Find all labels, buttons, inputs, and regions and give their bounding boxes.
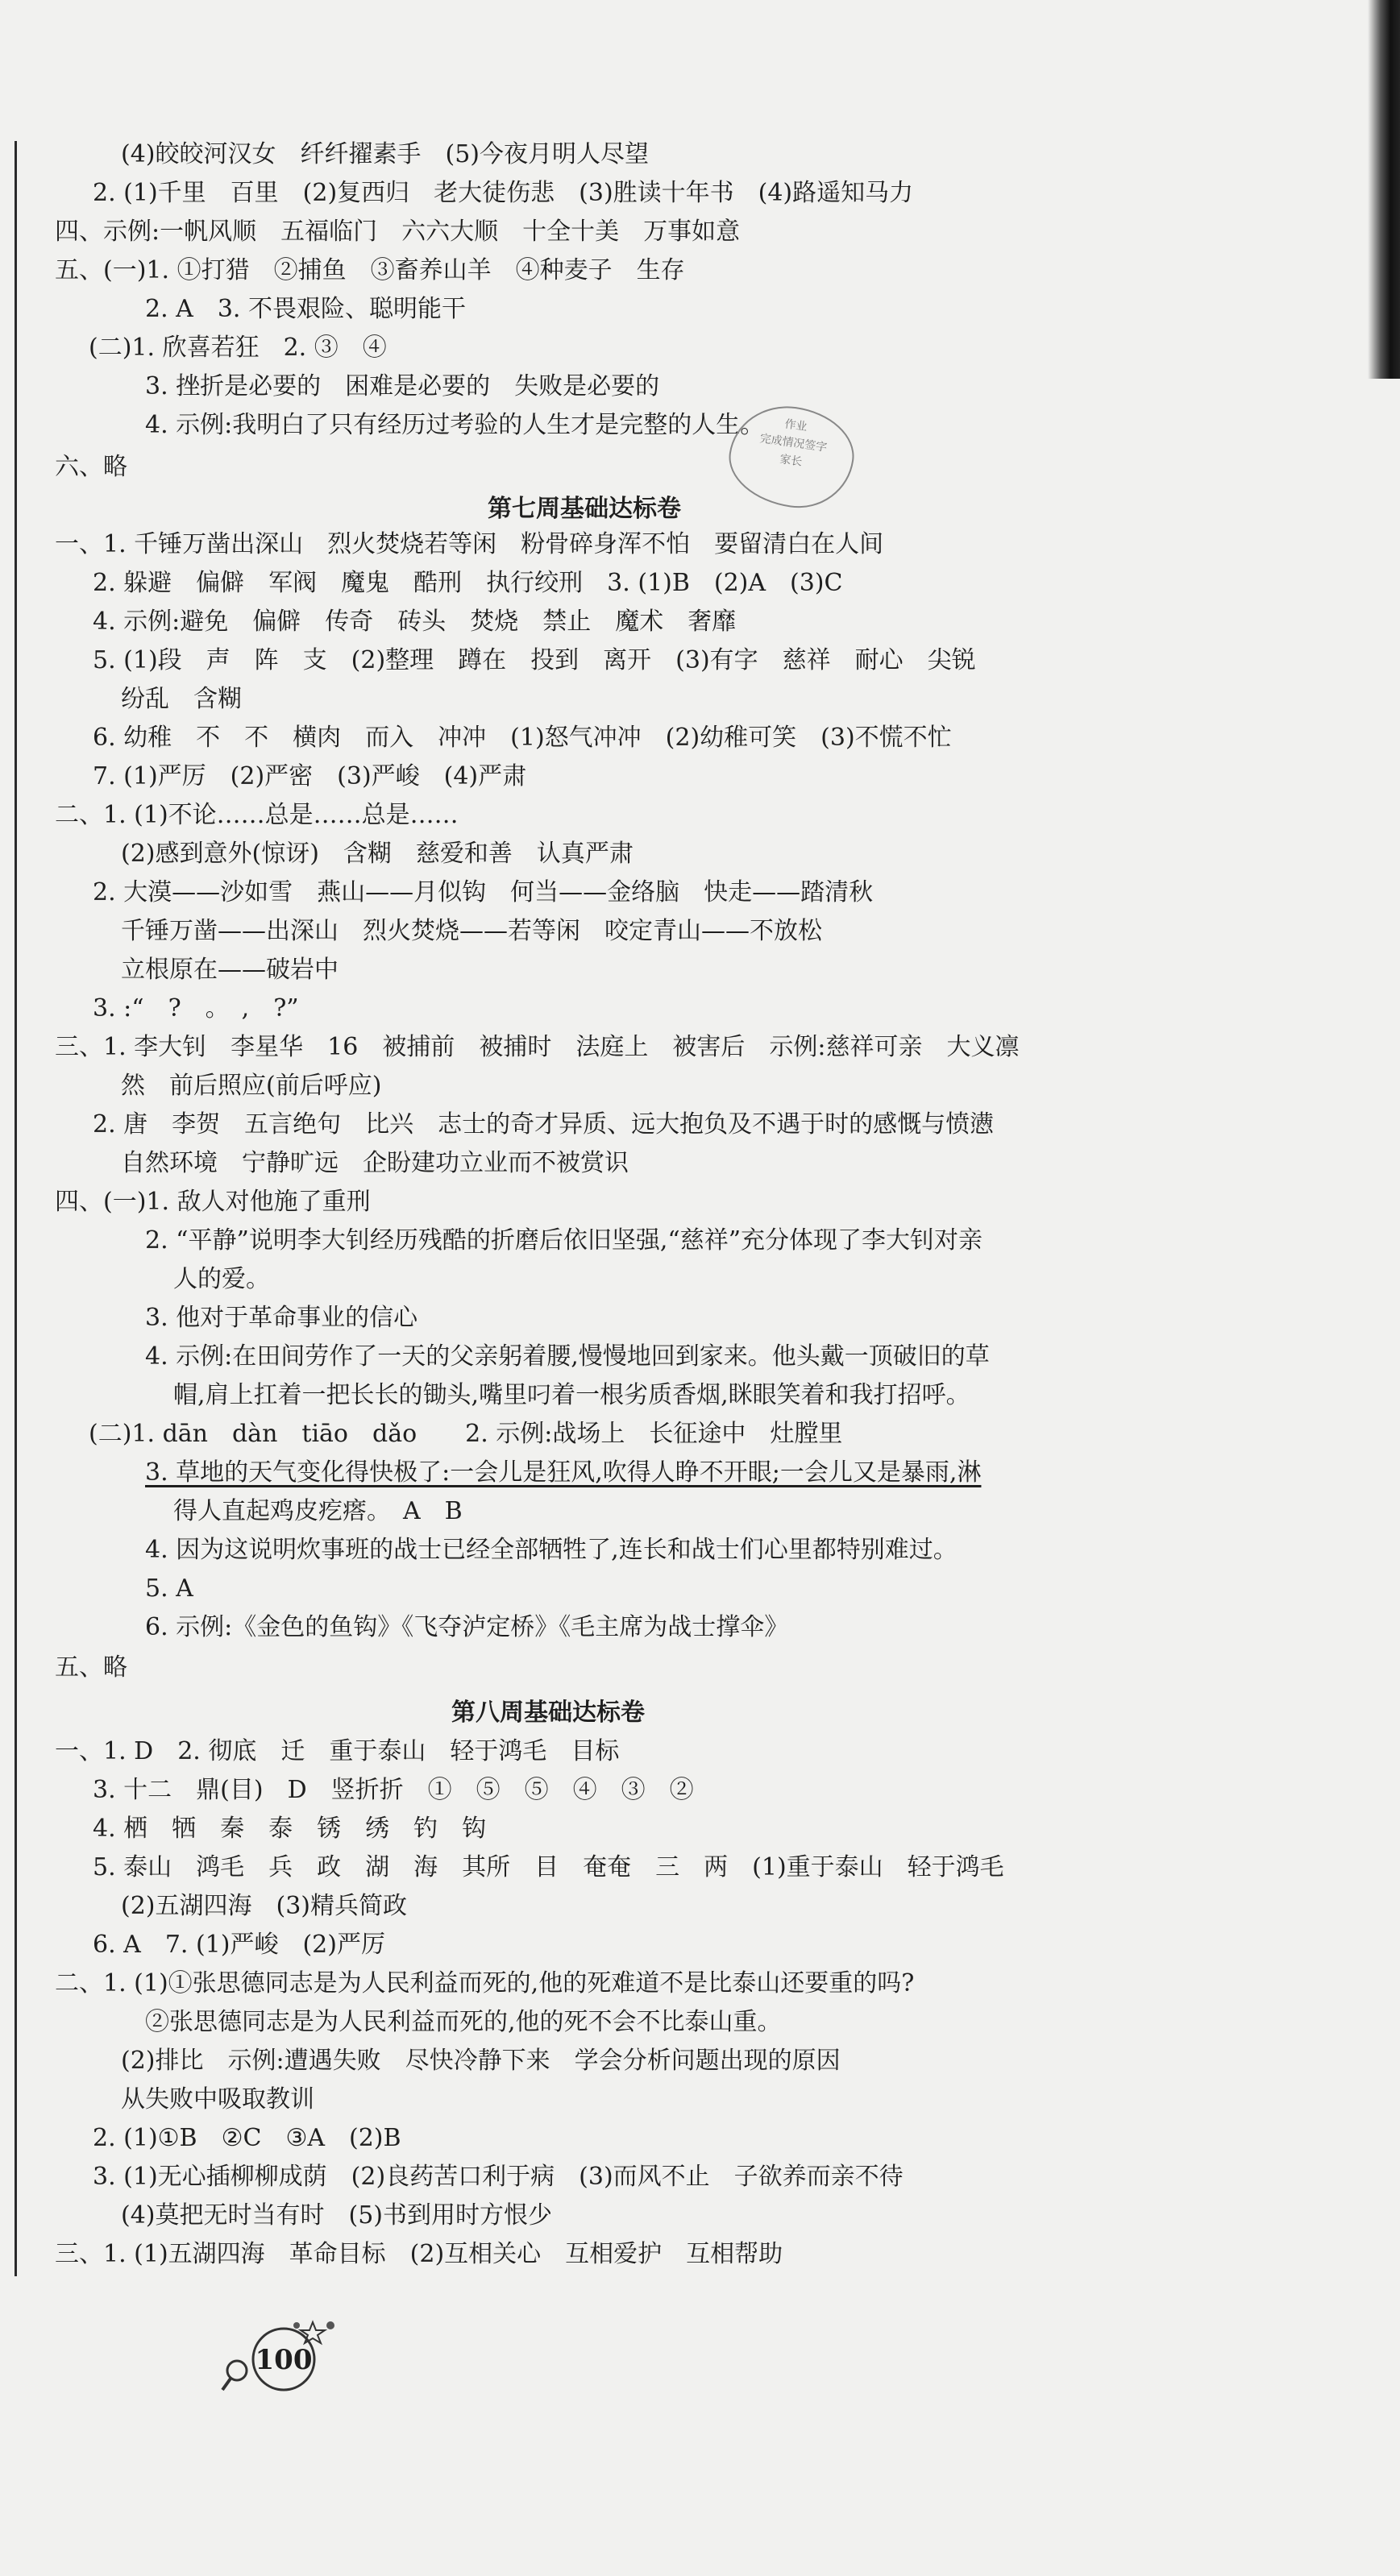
answer-line: (2)五湖四海 (3)精兵简政 — [121, 1892, 407, 1920]
answer-line: 五、略 — [55, 1653, 127, 1682]
answer-line: 7. (1)严厉 (2)严密 (3)严峻 (4)严肃 — [93, 762, 527, 790]
answer-line: 纷乱 含糊 — [121, 685, 242, 713]
answer-line: 2. (1)①B ②C ③A (2)B — [93, 2124, 401, 2152]
stamp-text: 家长 — [779, 453, 804, 469]
answer-line: (4)皎皎河汉女 纤纤擢素手 (5)今夜月明人尽望 — [121, 140, 649, 168]
answer-line: (2)排比 示例:遭遇失败 尽快冷静下来 学会分析问题出现的原因 — [121, 2047, 841, 2075]
answer-line: 四、(一)1. 敌人对他施了重刑 — [55, 1188, 371, 1216]
answer-line: 四、示例:一帆风顺 五福临门 六六大顺 十全十美 万事如意 — [55, 218, 741, 246]
stamp-text: 完成情况签字 — [758, 432, 829, 454]
answer-line: (二)1. 欣喜若狂 2. ③ ④ — [89, 334, 387, 362]
answer-line: 三、1. 李大钊 李星华 16 被捕前 被捕时 法庭上 被害后 示例:慈祥可亲 大义凛 — [55, 1033, 1020, 1061]
answer-line: 3. 挫折是必要的 困难是必要的 失败是必要的 — [145, 372, 660, 400]
margin-rule — [15, 141, 17, 2276]
answer-line: 2. 躲避 偏僻 军阀 魔鬼 酷刑 执行绞刑 3. (1)B (2)A (3)C — [93, 569, 843, 597]
section-title: 第七周基础达标卷 — [488, 495, 681, 523]
answer-line: 2. (1)千里 百里 (2)复西归 老大徒伤悲 (3)胜读十年书 (4)路遥知马力 — [93, 179, 914, 207]
answer-line: (4)莫把无时当有时 (5)书到用时方恨少 — [121, 2201, 552, 2230]
answer-line: 立根原在——破岩中 — [121, 956, 339, 984]
answer-line: 五、(一)1. ①打猎 ②捕鱼 ③畜养山羊 ④种麦子 生存 — [55, 256, 685, 284]
answer-line: 六、略 — [55, 453, 127, 481]
answer-line: 2. 唐 李贺 五言绝句 比兴 志士的奇才异质、远大抱负及不遇于时的感慨与愤懑 — [93, 1110, 995, 1139]
answer-line: 5. 泰山 鸿毛 兵 政 湖 海 其所 目 奄奄 三 两 (1)重于泰山 轻于鸿毛 — [93, 1853, 1004, 1881]
answer-line: 6. 示例:《金色的鱼钩》《飞夺泸定桥》《毛主席为战士撑伞》 — [145, 1613, 789, 1641]
answer-line: 4. 示例:我明白了只有经历过考验的人生才是完整的人生。 — [145, 411, 765, 439]
answer-line: 从失败中吸取教训 — [121, 2085, 314, 2113]
page-number: 100 — [255, 2344, 313, 2376]
answer-line: 4. 栖 牺 秦 泰 锈 绣 钓 钩 — [93, 1815, 487, 1843]
answer-line: 一、1. 千锤万凿出深山 烈火焚烧若等闲 粉骨碎身浑不怕 要留清白在人间 — [55, 530, 884, 558]
answer-line: 得人直起鸡皮疙瘩。 A B — [173, 1497, 463, 1525]
answer-line: 2. “平静”说明李大钊经历残酷的折磨后依旧坚强,“慈祥”充分体现了李大钊对亲 — [145, 1226, 983, 1255]
answer-line: (二)1. dān dàn tiāo dǎo 2. 示例:战场上 长征途中 灶膛里 — [89, 1420, 843, 1448]
answer-line: 二、1. (1)不论……总是……总是…… — [55, 801, 459, 829]
answer-line: 3. (1)无心插柳柳成荫 (2)良药苦口利于病 (3)而风不止 子欲养而亲不待 — [93, 2163, 904, 2191]
answer-line: 然 前后照应(前后呼应) — [121, 1072, 382, 1100]
page-number-badge — [219, 2313, 340, 2401]
answer-line: 二、1. (1)①张思德同志是为人民利益而死的,他的死难道不是比泰山还要重的吗? — [55, 1969, 915, 1997]
answer-line: 帽,肩上扛着一把长长的锄头,嘴里叼着一根劣质香烟,眯眼笑着和我打招呼。 — [173, 1381, 970, 1409]
answer-line: 3. 十二 鼎(目) D 竖折折 ① ⑤ ⑤ ④ ③ ② — [93, 1776, 694, 1804]
answer-line: (2)感到意外(惊讶) 含糊 慈爱和善 认真严肃 — [121, 840, 634, 868]
answer-line: 6. 幼稚 不 不 横肉 而入 冲冲 (1)怒气冲冲 (2)幼稚可笑 (3)不慌不忙 — [93, 724, 952, 752]
answer-line: ②张思德同志是为人民利益而死的,他的死不会不比泰山重。 — [145, 2008, 782, 2036]
answer-line: 2. 大漠——沙如雪 燕山——月似钩 何当——金络脑 快走——踏清秋 — [93, 878, 874, 906]
scan-edge-shadow — [1368, 0, 1400, 379]
star-icon — [301, 2322, 325, 2343]
answer-line: 5. (1)段 声 阵 支 (2)整理 蹲在 投到 离开 (3)有字 慈祥 耐心 尖锐 — [93, 646, 976, 674]
answer-line: 人的爱。 — [173, 1265, 270, 1293]
answer-line: 5. A — [145, 1574, 193, 1603]
answer-line: 千锤万凿——出深山 烈火焚烧——若等闲 咬定青山——不放松 — [121, 917, 822, 945]
answer-line: 三、1. (1)五湖四海 革命目标 (2)互相关心 互相爱护 互相帮助 — [55, 2240, 783, 2268]
answer-line: 4. 示例:避免 偏僻 传奇 砖头 焚烧 禁止 魔术 奢靡 — [93, 608, 737, 636]
answer-line: 2. A 3. 不畏艰险、聪明能干 — [145, 295, 466, 323]
dot-decoration — [326, 2321, 334, 2329]
answer-line: 4. 示例:在田间劳作了一天的父亲躬着腰,慢慢地回到家来。他头戴一顶破旧的草 — [145, 1342, 990, 1371]
stamp-text: 作业 — [783, 417, 808, 434]
parent-signature-stamp — [723, 399, 860, 515]
answer-line: 3. 草地的天气变化得快极了:一会儿是狂风,吹得人睁不开眼;一会儿又是暴雨,淋 — [145, 1458, 982, 1487]
answer-line: 3. :“ ? 。 , ?” — [93, 994, 299, 1023]
answer-line: 6. A 7. (1)严峻 (2)严厉 — [93, 1931, 385, 1959]
dot-decoration — [293, 2322, 300, 2329]
answer-line: 4. 因为这说明炊事班的战士已经全部牺牲了,连长和战士们心里都特别难过。 — [145, 1536, 958, 1564]
magnifier-icon — [227, 2361, 247, 2380]
answer-line: 自然环境 宁静旷远 企盼建功立业而不被赏识 — [121, 1149, 629, 1177]
answer-line: 3. 他对于革命事业的信心 — [145, 1304, 418, 1332]
answer-line: 一、1. D 2. 彻底 迁 重于泰山 轻于鸿毛 目标 — [55, 1737, 620, 1765]
section-title: 第八周基础达标卷 — [451, 1699, 645, 1727]
magnifier-handle — [222, 2379, 231, 2390]
